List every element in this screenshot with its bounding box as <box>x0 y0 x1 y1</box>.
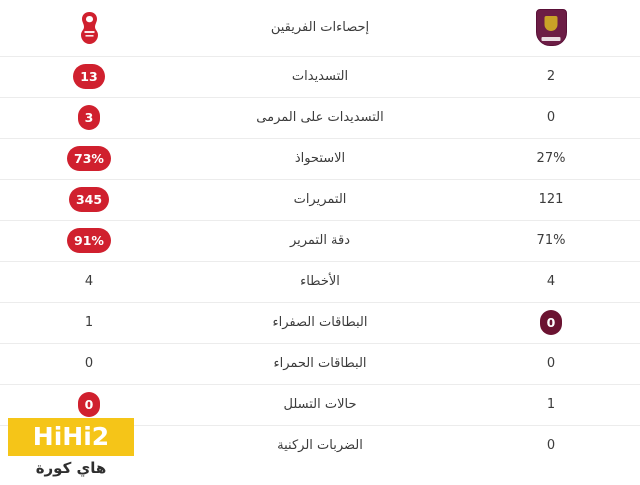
home-value: 2 <box>546 69 556 84</box>
table-row <box>0 138 640 179</box>
away-value-cell <box>0 97 178 138</box>
home-value-cell <box>462 179 640 220</box>
table-row <box>0 97 640 138</box>
away-value-cell <box>0 343 178 384</box>
away-value: 1 <box>84 315 94 330</box>
home-value-cell <box>462 97 640 138</box>
watermark-subtitle: هاي كورة <box>35 459 107 477</box>
home-value: 27% <box>536 151 566 166</box>
table-row <box>0 261 640 302</box>
away-value: 73% <box>67 146 111 171</box>
stat-label: التسديدات على المرمى <box>178 97 462 138</box>
stat-label: الأخطاء <box>178 261 462 302</box>
away-value: 0 <box>78 392 101 417</box>
stat-label: البطاقات الحمراء <box>178 343 462 384</box>
home-value-cell <box>462 343 640 384</box>
stat-label: دقة التمرير <box>178 220 462 261</box>
stat-label: البطاقات الصفراء <box>178 302 462 343</box>
home-value: 1 <box>546 397 556 412</box>
watermark-logo: HiHi2 <box>8 418 134 456</box>
home-value-cell <box>462 302 640 343</box>
home-value: 121 <box>538 192 564 207</box>
away-value-cell <box>0 261 178 302</box>
home-value: 0 <box>546 438 556 454</box>
home-value: 71% <box>536 233 566 248</box>
stat-label: التسديدات <box>178 56 462 97</box>
away-value-cell <box>0 220 178 261</box>
home-value-cell <box>462 425 640 466</box>
away-value-cell <box>0 56 178 97</box>
stat-label: حالات التسلل <box>178 384 462 425</box>
away-value: 91% <box>67 228 111 253</box>
stats-title: إحصاءات الفريقين <box>270 20 370 36</box>
stat-label: الضربات الركنية <box>178 425 462 466</box>
table-row <box>0 343 640 384</box>
away-team-crest-cell <box>0 0 178 56</box>
home-value-cell <box>462 261 640 302</box>
away-value-cell <box>0 138 178 179</box>
home-value: 4 <box>546 274 556 289</box>
table-row <box>0 179 640 220</box>
away-value: 3 <box>78 105 101 130</box>
table-row <box>0 302 640 343</box>
away-value: 13 <box>73 64 104 89</box>
away-value-cell <box>0 179 178 220</box>
liverpool-crest-icon <box>76 11 103 45</box>
stats-header-row <box>0 0 640 56</box>
burnley-crest-icon <box>536 9 567 46</box>
home-team-crest-cell <box>462 0 640 56</box>
table-row <box>0 56 640 97</box>
stat-label: الاستحواذ <box>178 138 462 179</box>
home-value-cell <box>462 220 640 261</box>
home-value-cell <box>462 138 640 179</box>
home-value: 0 <box>540 310 563 335</box>
away-value: 0 <box>84 356 94 371</box>
stat-label: التمريرات <box>178 179 462 220</box>
away-value-cell <box>0 302 178 343</box>
home-value-cell <box>462 56 640 97</box>
home-value-cell <box>462 384 640 425</box>
table-row <box>0 220 640 261</box>
home-value: 0 <box>546 356 556 371</box>
away-value: 345 <box>69 187 109 212</box>
watermark <box>8 418 134 477</box>
away-value: 4 <box>84 274 94 289</box>
home-value: 0 <box>546 110 556 125</box>
